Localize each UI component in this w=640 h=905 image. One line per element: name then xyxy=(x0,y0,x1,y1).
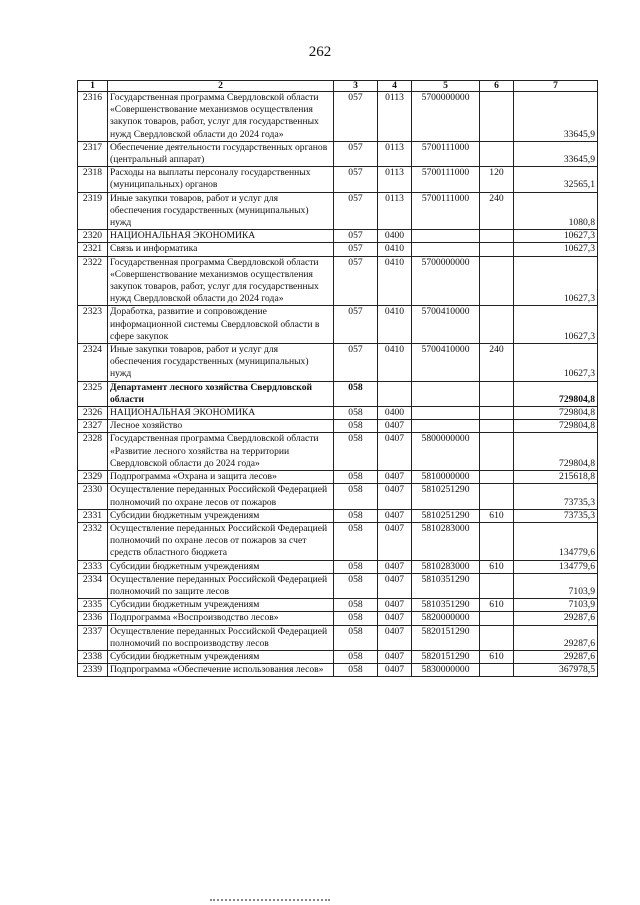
row-vr-cell xyxy=(480,484,514,509)
row-ved-cell: 058 xyxy=(334,573,378,598)
row-ved-cell: 058 xyxy=(334,407,378,420)
row-csr-cell: 5830000000 xyxy=(412,664,480,677)
row-ved-cell: 058 xyxy=(334,484,378,509)
row-vr-cell xyxy=(480,420,514,433)
row-number-cell: 2324 xyxy=(78,344,108,382)
row-ved-cell: 058 xyxy=(334,433,378,471)
row-number-cell: 2327 xyxy=(78,420,108,433)
row-csr-cell: 5810251290 xyxy=(412,484,480,509)
row-razdel-cell: 0407 xyxy=(378,433,412,471)
row-name-cell: Подпрограмма «Охрана и защита лесов» xyxy=(108,471,334,484)
row-vr-cell xyxy=(480,522,514,560)
row-razdel-cell: 0407 xyxy=(378,509,412,522)
row-name-cell: Осуществление переданных Российской Федерацией полномочий по защите лесов xyxy=(108,573,334,598)
row-csr-cell: 5700111000 xyxy=(412,167,480,192)
row-sum-cell: 10627,3 xyxy=(514,256,598,306)
row-name-cell: Осуществление переданных Российской Федерацией полномочий по охране лесов от пожаров за счет средств областного бюджета xyxy=(108,522,334,560)
table-row xyxy=(78,471,598,484)
row-name-cell: Государственная программа Свердловской области «Развитие лесного хозяйства на территории Свердловской области до 2024 года» xyxy=(108,433,334,471)
row-vr-cell: 120 xyxy=(480,167,514,192)
header-cell: 7 xyxy=(514,81,598,92)
row-ved-cell: 058 xyxy=(334,625,378,650)
row-ved-cell: 057 xyxy=(334,141,378,166)
row-name-cell: Субсидии бюджетным учреждениям xyxy=(108,509,334,522)
row-vr-cell xyxy=(480,664,514,677)
row-razdel-cell: 0407 xyxy=(378,484,412,509)
table-row xyxy=(78,573,598,598)
row-sum-cell: 29287,6 xyxy=(514,650,598,663)
row-name-cell: Субсидии бюджетным учреждениям xyxy=(108,650,334,663)
row-sum-cell: 10627,3 xyxy=(514,344,598,382)
table-row xyxy=(78,560,598,573)
row-csr-cell: 5810000000 xyxy=(412,471,480,484)
row-vr-cell xyxy=(480,92,514,142)
row-ved-cell: 058 xyxy=(334,420,378,433)
row-vr-cell: 610 xyxy=(480,599,514,612)
row-sum-cell: 215618,8 xyxy=(514,471,598,484)
row-csr-cell: 5700111000 xyxy=(412,141,480,166)
row-sum-cell: 73735,3 xyxy=(514,509,598,522)
row-csr-cell: 5810351290 xyxy=(412,599,480,612)
row-number-cell: 2318 xyxy=(78,167,108,192)
row-vr-cell xyxy=(480,230,514,243)
row-razdel-cell: 0407 xyxy=(378,560,412,573)
header-cell: 5 xyxy=(412,81,480,92)
row-name-cell: НАЦИОНАЛЬНАЯ ЭКОНОМИКА xyxy=(108,230,334,243)
row-csr-cell xyxy=(412,407,480,420)
row-number-cell: 2328 xyxy=(78,433,108,471)
row-ved-cell: 058 xyxy=(334,612,378,625)
header-cell: 2 xyxy=(108,81,334,92)
row-name-cell: Подпрограмма «Обеспечение использования лесов» xyxy=(108,664,334,677)
row-csr-cell: 5810283000 xyxy=(412,522,480,560)
row-csr-cell: 5800000000 xyxy=(412,433,480,471)
row-vr-cell: 240 xyxy=(480,192,514,230)
row-number-cell: 2325 xyxy=(78,381,108,406)
row-sum-cell: 10627,3 xyxy=(514,243,598,256)
row-sum-cell: 1080,8 xyxy=(514,192,598,230)
row-name-cell: Подпрограмма «Воспроизводство лесов» xyxy=(108,612,334,625)
row-name-cell: Осуществление переданных Российской Федерацией полномочий по охране лесов от пожаров xyxy=(108,484,334,509)
row-csr-cell: 5700000000 xyxy=(412,256,480,306)
row-number-cell: 2333 xyxy=(78,560,108,573)
row-sum-cell: 33645,9 xyxy=(514,141,598,166)
row-csr-cell: 5700410000 xyxy=(412,344,480,382)
row-name-cell: Доработка, развитие и сопровождение информационной системы Свердловской области в сфере закупок xyxy=(108,306,334,344)
row-csr-cell xyxy=(412,420,480,433)
row-sum-cell: 32565,1 xyxy=(514,167,598,192)
row-csr-cell xyxy=(412,243,480,256)
table-row xyxy=(78,420,598,433)
header-cell: 1 xyxy=(78,81,108,92)
row-csr-cell: 5820151290 xyxy=(412,625,480,650)
row-csr-cell xyxy=(412,381,480,406)
table-row xyxy=(78,230,598,243)
row-vr-cell: 610 xyxy=(480,650,514,663)
row-vr-cell xyxy=(480,306,514,344)
table-row xyxy=(78,92,598,142)
row-ved-cell: 058 xyxy=(334,650,378,663)
table-row xyxy=(78,407,598,420)
row-number-cell: 2326 xyxy=(78,407,108,420)
row-vr-cell xyxy=(480,407,514,420)
row-sum-cell: 73735,3 xyxy=(514,484,598,509)
page-number: 262 xyxy=(308,44,332,60)
row-number-cell: 2329 xyxy=(78,471,108,484)
row-number-cell: 2339 xyxy=(78,664,108,677)
row-razdel-cell: 0407 xyxy=(378,420,412,433)
row-name-cell: Расходы на выплаты персоналу государственных (муниципальных) органов xyxy=(108,167,334,192)
row-vr-cell: 240 xyxy=(480,344,514,382)
row-name-cell: Осуществление переданных Российской Федерацией полномочий по воспроизводству лесов xyxy=(108,625,334,650)
table-row xyxy=(78,509,598,522)
table-row xyxy=(78,381,598,406)
row-name-cell: Обеспечение деятельности государственных органов (центральный аппарат) xyxy=(108,141,334,166)
row-vr-cell xyxy=(480,243,514,256)
table-row xyxy=(78,664,598,677)
row-sum-cell: 729804,8 xyxy=(514,433,598,471)
row-ved-cell: 057 xyxy=(334,92,378,142)
table-row xyxy=(78,650,598,663)
row-number-cell: 2321 xyxy=(78,243,108,256)
row-ved-cell: 058 xyxy=(334,471,378,484)
row-name-cell: Связь и информатика xyxy=(108,243,334,256)
row-csr-cell: 5700111000 xyxy=(412,192,480,230)
row-name-cell: Субсидии бюджетным учреждениям xyxy=(108,599,334,612)
row-vr-cell xyxy=(480,612,514,625)
row-number-cell: 2334 xyxy=(78,573,108,598)
row-ved-cell: 057 xyxy=(334,256,378,306)
row-number-cell: 2322 xyxy=(78,256,108,306)
row-ved-cell: 057 xyxy=(334,167,378,192)
header-cell: 3 xyxy=(334,81,378,92)
row-number-cell: 2330 xyxy=(78,484,108,509)
row-name-cell: Субсидии бюджетным учреждениям xyxy=(108,560,334,573)
row-razdel-cell: 0113 xyxy=(378,92,412,142)
row-name-cell: Иные закупки товаров, работ и услуг для обеспечения государственных (муниципальных) нужд xyxy=(108,344,334,382)
row-razdel-cell: 0407 xyxy=(378,522,412,560)
row-razdel-cell: 0113 xyxy=(378,141,412,166)
row-ved-cell: 057 xyxy=(334,230,378,243)
row-csr-cell: 5700000000 xyxy=(412,92,480,142)
row-name-cell: Лесное хозяйство xyxy=(108,420,334,433)
row-razdel-cell: 0400 xyxy=(378,407,412,420)
row-vr-cell xyxy=(480,381,514,406)
row-number-cell: 2320 xyxy=(78,230,108,243)
row-razdel-cell: 0410 xyxy=(378,306,412,344)
row-number-cell: 2337 xyxy=(78,625,108,650)
row-razdel-cell: 0113 xyxy=(378,192,412,230)
table-row xyxy=(78,306,598,344)
row-vr-cell xyxy=(480,471,514,484)
row-ved-cell: 057 xyxy=(334,192,378,230)
row-razdel-cell: 0407 xyxy=(378,471,412,484)
row-razdel-cell: 0410 xyxy=(378,243,412,256)
table-row xyxy=(78,167,598,192)
table-row xyxy=(78,256,598,306)
row-ved-cell: 057 xyxy=(334,243,378,256)
row-sum-cell: 134779,6 xyxy=(514,560,598,573)
row-razdel-cell xyxy=(378,381,412,406)
row-ved-cell: 057 xyxy=(334,344,378,382)
row-razdel-cell: 0407 xyxy=(378,650,412,663)
table-row xyxy=(78,433,598,471)
row-ved-cell: 058 xyxy=(334,509,378,522)
row-razdel-cell: 0410 xyxy=(378,344,412,382)
row-sum-cell: 29287,6 xyxy=(514,612,598,625)
table-header-row xyxy=(78,81,598,92)
row-vr-cell: 610 xyxy=(480,560,514,573)
row-csr-cell: 5810251290 xyxy=(412,509,480,522)
row-ved-cell: 058 xyxy=(334,522,378,560)
row-razdel-cell: 0407 xyxy=(378,573,412,598)
row-number-cell: 2331 xyxy=(78,509,108,522)
row-csr-cell: 5700410000 xyxy=(412,306,480,344)
row-name-cell: Государственная программа Свердловской области «Совершенствование механизмов осуществления закупок товаров, работ, услуг для государственных нужд Свердловской области до 2024 года» xyxy=(108,256,334,306)
table-row xyxy=(78,599,598,612)
row-number-cell: 2319 xyxy=(78,192,108,230)
row-vr-cell xyxy=(480,625,514,650)
row-sum-cell: 134779,6 xyxy=(514,522,598,560)
row-sum-cell: 729804,8 xyxy=(514,381,598,406)
row-razdel-cell: 0410 xyxy=(378,256,412,306)
row-razdel-cell: 0407 xyxy=(378,612,412,625)
row-sum-cell: 367978,5 xyxy=(514,664,598,677)
table-row xyxy=(78,522,598,560)
row-name-cell: Департамент лесного хозяйства Свердловской области xyxy=(108,381,334,406)
row-number-cell: 2316 xyxy=(78,92,108,142)
row-csr-cell xyxy=(412,230,480,243)
row-ved-cell: 058 xyxy=(334,664,378,677)
row-number-cell: 2323 xyxy=(78,306,108,344)
row-sum-cell: 10627,3 xyxy=(514,306,598,344)
row-ved-cell: 057 xyxy=(334,306,378,344)
row-vr-cell xyxy=(480,256,514,306)
row-sum-cell: 7103,9 xyxy=(514,599,598,612)
row-sum-cell: 29287,6 xyxy=(514,625,598,650)
row-number-cell: 2338 xyxy=(78,650,108,663)
row-razdel-cell: 0400 xyxy=(378,230,412,243)
table-row xyxy=(78,192,598,230)
row-name-cell: Государственная программа Свердловской области «Совершенствование механизмов осуществления закупок товаров, работ, услуг для государственных нужд Свердловской области до 2024 года» xyxy=(108,92,334,142)
row-number-cell: 2332 xyxy=(78,522,108,560)
row-number-cell: 2336 xyxy=(78,612,108,625)
row-ved-cell: 058 xyxy=(334,381,378,406)
row-sum-cell: 729804,8 xyxy=(514,407,598,420)
row-vr-cell xyxy=(480,141,514,166)
row-number-cell: 2317 xyxy=(78,141,108,166)
row-number-cell: 2335 xyxy=(78,599,108,612)
row-vr-cell: 610 xyxy=(480,509,514,522)
row-vr-cell xyxy=(480,433,514,471)
row-razdel-cell: 0113 xyxy=(378,167,412,192)
table-row xyxy=(78,141,598,166)
header-cell: 4 xyxy=(378,81,412,92)
table-row xyxy=(78,612,598,625)
row-sum-cell: 729804,8 xyxy=(514,420,598,433)
table-row xyxy=(78,625,598,650)
row-csr-cell: 5820000000 xyxy=(412,612,480,625)
row-sum-cell: 10627,3 xyxy=(514,230,598,243)
row-name-cell: НАЦИОНАЛЬНАЯ ЭКОНОМИКА xyxy=(108,407,334,420)
row-ved-cell: 058 xyxy=(334,560,378,573)
row-razdel-cell: 0407 xyxy=(378,664,412,677)
row-ved-cell: 058 xyxy=(334,599,378,612)
row-razdel-cell: 0407 xyxy=(378,625,412,650)
row-razdel-cell: 0407 xyxy=(378,599,412,612)
row-name-cell: Иные закупки товаров, работ и услуг для обеспечения государственных (муниципальных) нужд xyxy=(108,192,334,230)
scan-artifact xyxy=(210,899,330,905)
row-csr-cell: 5810283000 xyxy=(412,560,480,573)
table-row xyxy=(78,243,598,256)
row-csr-cell: 5810351290 xyxy=(412,573,480,598)
table-row xyxy=(78,344,598,382)
row-csr-cell: 5820151290 xyxy=(412,650,480,663)
budget-table xyxy=(77,80,598,677)
row-sum-cell: 33645,9 xyxy=(514,92,598,142)
header-cell: 6 xyxy=(480,81,514,92)
row-sum-cell: 7103,9 xyxy=(514,573,598,598)
table-row xyxy=(78,484,598,509)
row-vr-cell xyxy=(480,573,514,598)
